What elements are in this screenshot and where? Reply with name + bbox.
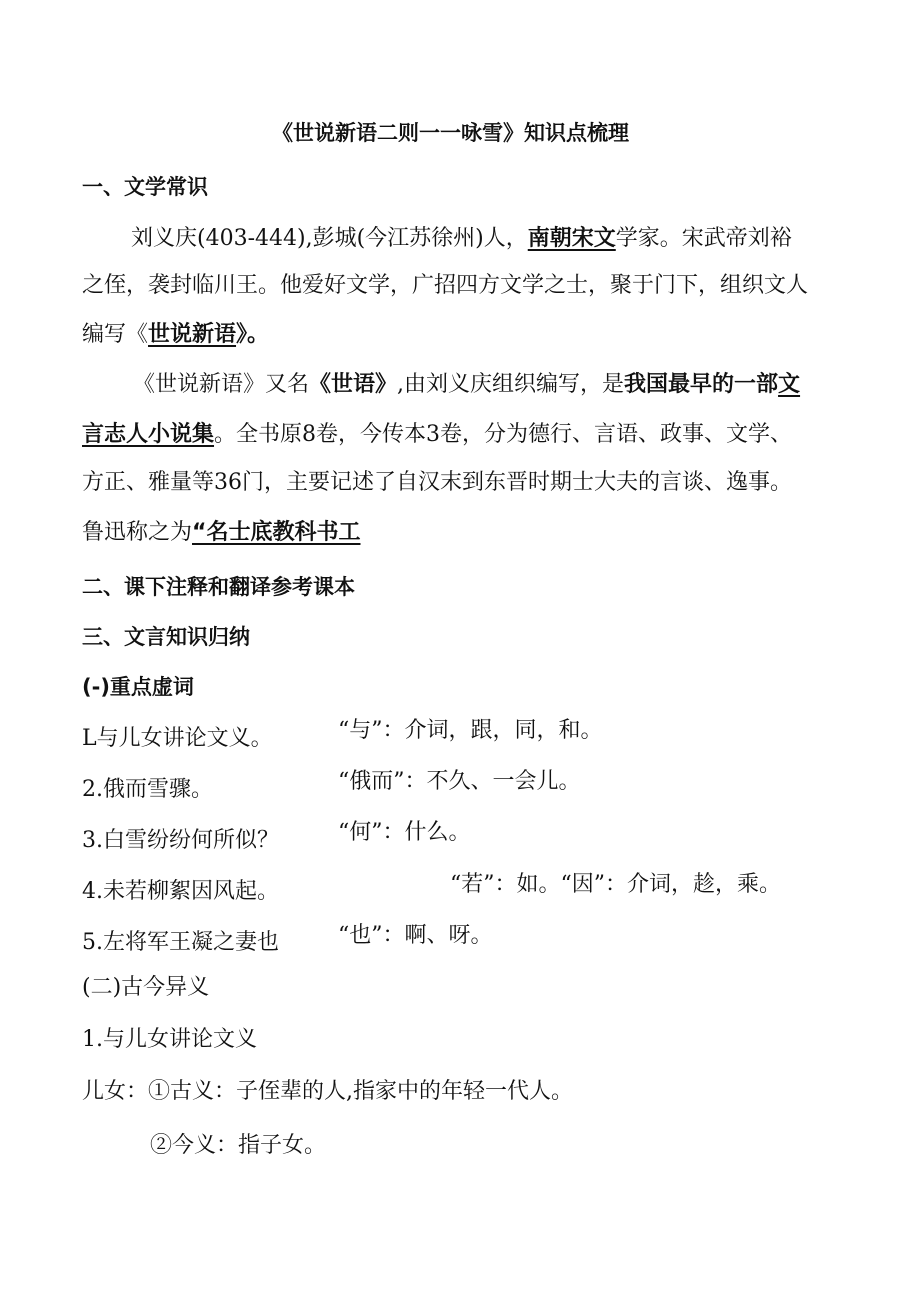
list-item-note: “何”：什么。: [338, 820, 471, 845]
list-item-sentence: 2.俄而雪骤。: [82, 777, 213, 802]
ernv-modern-meaning: ②今义：指子女。: [150, 1133, 327, 1158]
example-sentence: 1.与儿女讲论文义: [82, 1027, 257, 1052]
alt-name-highlight: 《世语》: [309, 372, 398, 397]
paragraph-author-line-2: 之侄，袭封临川王。他爱好文学，广招四方文学之士，聚于门下，组织文人: [82, 273, 809, 298]
list-item-sentence: 5.左将军王凝之妻也: [82, 930, 279, 955]
paragraph-author-line-1: [131, 224, 792, 254]
ernv-old-text: ①古义：子侄辈的人,指家中的年轻一代人。: [148, 1079, 574, 1104]
author-line3-pre: 编写《: [82, 322, 149, 347]
list-item-note: “若”：如。“因”：介词，趁，乘。: [450, 872, 781, 897]
list-item-note: “与”：介词，跟，同，和。: [338, 718, 603, 743]
author-line3-post: 》。: [236, 322, 270, 347]
clipped-sentence-container: [82, 928, 322, 955]
section-heading-translation: 二、课下注释和翻译参考课本: [82, 575, 355, 599]
subheading-function-words: (-)重点虚词: [82, 675, 194, 699]
book-line1-pre: 《世说新语》又名: [133, 372, 310, 397]
luxun-quote-highlight: “名士底教科书工: [192, 520, 361, 545]
genre-highlight: 言志人小说集: [82, 422, 215, 447]
paragraph-book-line-2: [82, 420, 792, 450]
book-line4-pre: 鲁迅称之为: [82, 520, 193, 545]
ernv-ancient-meaning: [82, 1077, 573, 1107]
genre-highlight-start: 文: [778, 372, 801, 397]
section-heading-literature: 一、文学常识: [82, 175, 208, 199]
author-text: 刘义庆(403-444),彭城(今江苏徐州)人，: [131, 226, 528, 251]
section-heading-classical-knowledge: 三、文言知识归纳: [82, 625, 250, 649]
dynasty-highlight: 南朝宋文: [527, 226, 616, 251]
paragraph-book-line-3: 方正、雅量等36门，主要记述了自汉末到东晋时期士大夫的言谈、逸事。: [82, 470, 792, 495]
list-item-note: “俄而”：不久、一会儿。: [338, 769, 581, 794]
page-title: 《世说新语二则一一咏雪》知识点梳理: [272, 121, 629, 145]
paragraph-book-line-1: [133, 370, 800, 400]
book-line2-post: 。全书原8卷，今传本3卷，分为德行、言语、政事、文学、: [214, 422, 793, 447]
list-item-sentence: 3.白雪纷纷何所似？: [82, 828, 279, 853]
paragraph-book-line-4: [82, 518, 360, 548]
list-item-sentence: L与儿女讲论文义。: [82, 726, 273, 751]
list-item-sentence: 4.未若柳絮因风起。: [82, 879, 279, 904]
list-item-note: “也”：啊、呀。: [338, 923, 493, 948]
book-line1-mid: ,由刘义庆组织编写，是: [397, 372, 625, 397]
paragraph-author-line-3: [82, 320, 269, 350]
earliest-highlight: 我国最早的一部: [624, 372, 779, 397]
author-text-end: 学家。宋武帝刘裕: [615, 226, 792, 251]
subheading-ancient-modern-meaning: (二)古今异义: [82, 975, 210, 1000]
ernv-label: 儿女：: [82, 1079, 149, 1104]
book-title-highlight: 世说新语: [148, 322, 237, 347]
